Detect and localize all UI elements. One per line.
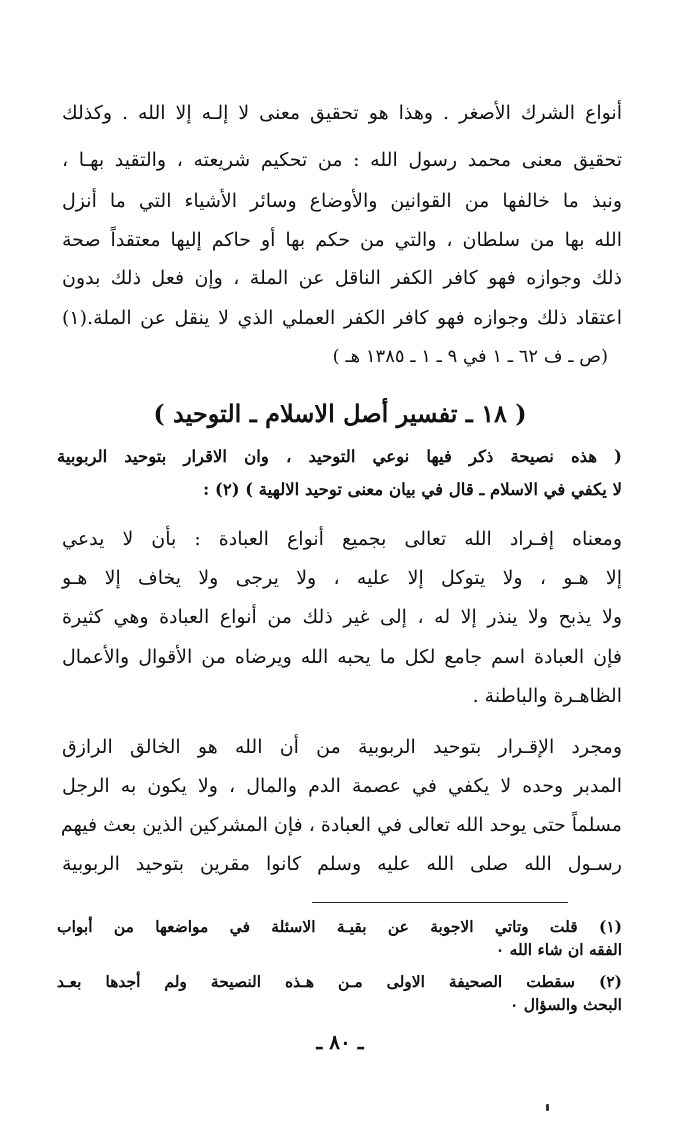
text-line: ذلك وجوازه فهو كافر الكفر الناقل عن الملة ، وإن فعل ذلك بدون [62,267,622,289]
text-line: ونبذ ما خالفها من القوانين والأوضاع وسائر الأشياء التي ما أنزل [62,190,622,212]
footnote-divider [312,902,568,903]
source-reference: (ص ـ ف ٦٢ ـ ١ في ٩ ـ ١ ـ ١٣٨٥ هـ ) [332,346,608,367]
subheading-line: ( هذه نصيحة ذكر فيها نوعي التوحيد ، وان الاقرار بتوحيد الربوبية [57,447,622,466]
text-line: الظاهـرة والباطنة . [472,685,622,707]
text-line: ولا يذبح ولا ينذر إلا له ، إلى غير ذلك من أنواع العبادة وهي كثيرة [62,606,622,628]
text-line: رسـول الله صلى الله عليه وسلم كانوا مقرين بتوحيد الربوبية [62,853,622,875]
text-line: الله بها من سلطان ، والتي من حكم بها أو حاكم إليها معتقداً صحة [62,229,622,251]
subheading-line: لا يكفي في الاسلام ـ قال في بيان معنى توحيد الالهية ) (٢) : [203,480,622,499]
text-line: ومجرد الإقـرار بتوحيد الربوبية من أن الله هو الخالق الرازق [62,736,622,758]
text-line: أنواع الشرك الأصغر . وهذا هو تحقيق معنى لا إلـه إلا الله . وكذلك [62,102,622,124]
text-line: اعتقاد ذلك وجوازه فهو كافر الكفر العملي الذي لا ينقل عن الملة.(١) [62,307,622,329]
text-line: فإن العبادة اسم جامع لكل ما يحبه الله ويرضاه من الأقوال والأعمال [62,646,622,668]
scan-speck [546,1104,549,1111]
footnote-line: (٢) سقطت الصحيفة الاولى مـن هـذه النصيحة ولم أجدها بعـد [57,972,622,991]
footnote-line: (١) قلت وتاتي الاجوبة عن بقيـة الاسئلة في مواضعها من أبواب [57,917,622,936]
text-line: مسلماً حتى يوحد الله تعالى في العبادة ، فإن المشركين الذين بعث فيهم [60,814,622,836]
footnote-line: البحث والسؤال ٠ [510,995,622,1014]
text-line: المدبر وحده لا يكفي في عصمة الدم والمال ، ولا يكون به الرجل [62,775,622,797]
text-line: ومعناه إفـراد الله تعالى بجميع أنواع العبادة : بأن لا يدعي [62,528,622,550]
section-heading: ( ١٨ ـ تفسير أصل الاسلام ـ التوحيد ) [153,399,527,428]
page-number: ـ ٨٠ ـ [316,1030,364,1054]
footnote-line: الفقه ان شاء الله ٠ [495,940,622,959]
text-line: تحقيق معنى محمد رسول الله : من تحكيم شريعته ، والتقيد بهـا ، [62,149,622,171]
text-line: إلا هـو ، ولا يتوكل إلا عليه ، ولا يرجى ولا يخاف إلا هـو [62,567,622,589]
